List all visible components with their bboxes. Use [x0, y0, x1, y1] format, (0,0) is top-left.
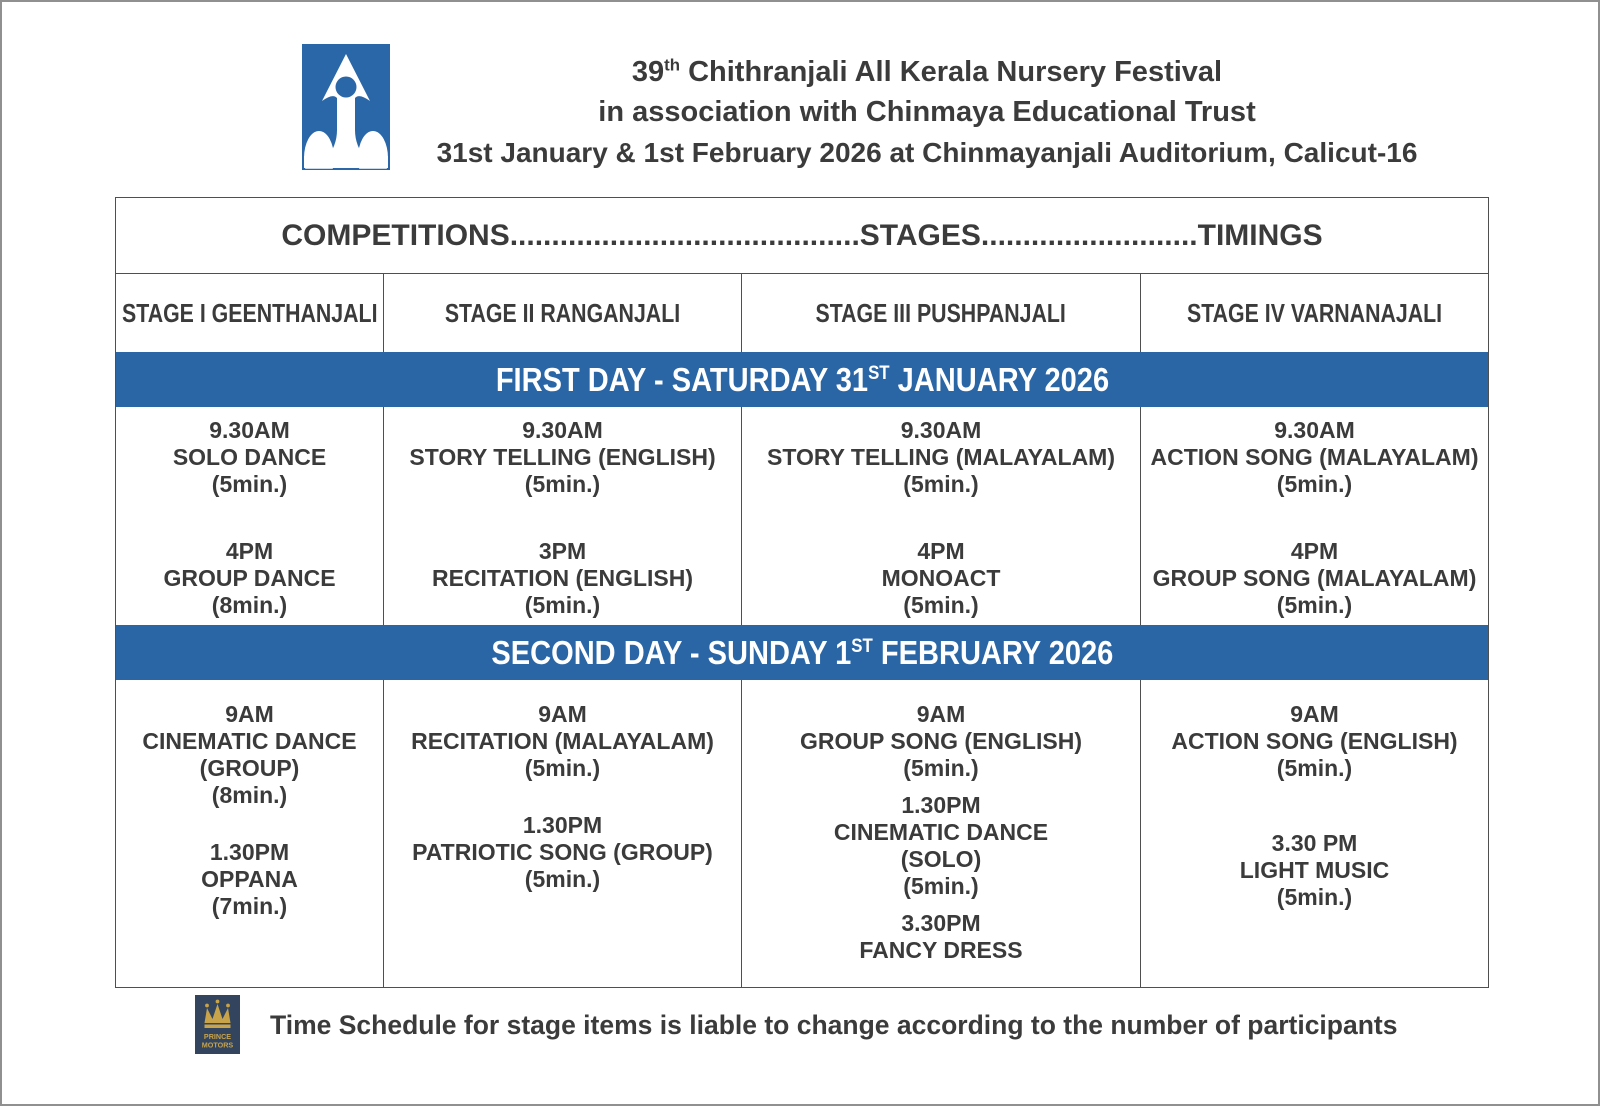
day1-stage3-cell	[742, 407, 1141, 625]
festival-title-number: 39	[631, 56, 665, 88]
stage4-header-label: STAGE IV VARNANAJALI	[1186, 297, 1443, 328]
day2-stage3-cell	[742, 680, 1141, 987]
stage3-header-cell	[742, 274, 1141, 352]
day1-stage2-cell	[384, 407, 742, 625]
schedule-item: 9.30AM STORY TELLING (ENGLISH) (5min.)	[409, 417, 716, 497]
schedule-item: 9AM RECITATION (MALAYALAM) (5min.)	[411, 701, 714, 781]
sponsor-name-line1: PRINCE	[203, 1032, 232, 1041]
schedule-item: 9.30AM STORY TELLING (MALAYALAM) (5min.)	[767, 417, 1115, 497]
schedule-item: 3.30PM FANCY DRESS	[859, 910, 1023, 963]
sponsor-name-line2: MOTORS	[201, 1040, 234, 1050]
schedule-item: 3PM RECITATION (ENGLISH) (5min.)	[431, 538, 694, 618]
chithranjali-logo-icon	[302, 44, 390, 170]
schedule-item: 4PM GROUP SONG (MALAYALAM) (5min.)	[1152, 538, 1477, 618]
festival-title-ordinal: th	[664, 55, 681, 75]
schedule-item: 9AM GROUP SONG (ENGLISH) (5min.)	[800, 701, 1082, 781]
first-day-banner-label: FIRST DAY - SATURDAY 31ST JANUARY 2026	[495, 360, 1109, 398]
stage2-header-label: STAGE II RANGANJALI	[444, 297, 681, 328]
day2-stage2-cell	[384, 680, 742, 987]
stage4-header-cell	[1141, 274, 1488, 352]
second-day-banner	[116, 625, 1488, 680]
day1-row	[116, 407, 1488, 625]
festival-title	[392, 52, 1462, 92]
day2-row	[116, 680, 1488, 987]
schedule-item: 9AM CINEMATIC DANCE (GROUP) (8min.)	[142, 701, 357, 808]
schedule-table	[115, 197, 1489, 988]
schedule-item: 9AM ACTION SONG (ENGLISH) (5min.)	[1171, 701, 1458, 781]
schedule-item: 9.30AM ACTION SONG (MALAYALAM) (5min.)	[1150, 417, 1479, 497]
schedule-item: 4PM MONOACT (5min.)	[881, 538, 1001, 618]
first-day-banner	[116, 352, 1488, 407]
stage2-header-cell	[384, 274, 742, 352]
day1-stage4-cell	[1141, 407, 1488, 625]
stage1-header-label: STAGE I GEENTHANJALI	[121, 297, 378, 328]
association-line: in association with Chinmaya Educational Trust	[598, 96, 1256, 128]
schedule-item: 9.30AM SOLO DANCE (5min.)	[172, 417, 327, 497]
day2-stage4-cell	[1141, 680, 1488, 987]
schedule-change-note: Time Schedule for stage items is liable to change according to the number of participants	[270, 1010, 1398, 1040]
second-day-banner-label: SECOND DAY - SUNDAY 1ST FEBRUARY 2026	[491, 633, 1113, 671]
competitions-stages-timings-header: COMPETITIONS..........................................STAGES..........................TIMINGS	[116, 198, 1488, 274]
stage-header-row	[116, 274, 1488, 352]
festival-title-text: Chithranjali All Kerala Nursery Festival	[680, 56, 1223, 88]
schedule-item: 1.30PM CINEMATIC DANCE (SOLO) (5min.)	[833, 792, 1049, 899]
schedule-item: 3.30 PM LIGHT MUSIC (5min.)	[1239, 830, 1390, 910]
schedule-item: 4PM GROUP DANCE (8min.)	[163, 538, 336, 618]
prince-motors-logo	[195, 995, 240, 1054]
day2-stage1-cell	[116, 680, 384, 987]
stage1-header-cell	[116, 274, 384, 352]
header	[392, 52, 1462, 174]
day1-stage1-cell	[116, 407, 384, 625]
date-venue-line: 31st January & 1st February 2026 at Chinmayanjali Auditorium, Calicut-16	[436, 137, 1418, 168]
schedule-item: 1.30PM PATRIOTIC SONG (GROUP) (5min.)	[412, 812, 713, 892]
stage3-header-label: STAGE III PUSHPANJALI	[815, 297, 1067, 328]
schedule-item: 1.30PM OPPANA (7min.)	[201, 839, 298, 919]
